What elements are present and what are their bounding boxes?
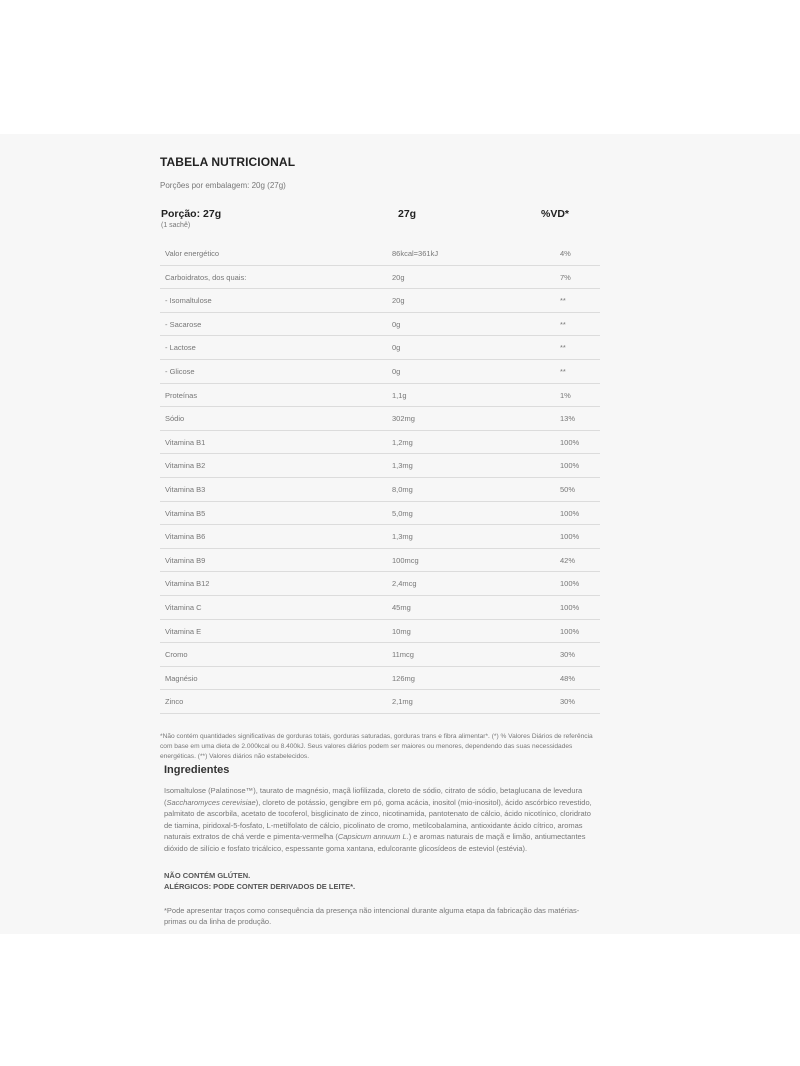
nutrient-name: - Lactose — [165, 343, 196, 353]
nutrient-daily-value: 100% — [560, 508, 580, 518]
nutrient-name: Vitamina B6 — [165, 532, 206, 542]
nutrient-amount: 0g — [392, 319, 401, 329]
nutrient-daily-value: ** — [560, 296, 566, 306]
nutrient-amount: 2,4mcg — [392, 579, 417, 589]
table-row — [160, 549, 600, 573]
nutrient-amount: 1,3mg — [392, 532, 413, 542]
nutrient-amount: 1,2mg — [392, 437, 413, 447]
table-row — [160, 242, 600, 266]
nutrient-amount: 8,0mg — [392, 484, 413, 494]
nutrient-amount: 20g — [392, 272, 405, 282]
nutrient-name: Vitamina B1 — [165, 437, 206, 447]
nutrient-name: Vitamina C — [165, 602, 202, 612]
nutrition-table-section — [160, 154, 600, 762]
nutrient-name: Vitamina B12 — [165, 579, 210, 589]
nutrient-daily-value: 42% — [560, 555, 576, 565]
table-row — [160, 572, 600, 596]
nutrient-amount: 1,3mg — [392, 461, 413, 471]
table-row — [160, 620, 600, 644]
nutrient-amount: 2,1mg — [392, 697, 413, 707]
nutrient-name: Zinco — [165, 697, 184, 707]
nutrient-daily-value: 30% — [560, 650, 576, 660]
ingredients-italic-2: Capsicum annuum L. — [337, 832, 409, 841]
table-header — [160, 208, 600, 238]
table-row — [160, 384, 600, 408]
nutrient-amount: 302mg — [392, 414, 415, 424]
nutrient-name: Vitamina B3 — [165, 484, 206, 494]
nutrient-name: Cromo — [165, 650, 188, 660]
table-row — [160, 690, 600, 714]
nutrient-name: - Isomaltulose — [165, 296, 212, 306]
nutrient-amount: 5,0mg — [392, 508, 413, 518]
ingredients-text — [164, 785, 600, 854]
ingredients-part-3: ) e aromas naturais de maçã e limão, antiumectantes dióxido de silício e fosfato tricálcico, espessante goma xantana, edulcorante glicosídeos de esteviol (estévia). — [164, 832, 586, 853]
nutrient-daily-value: 100% — [560, 602, 580, 612]
header-amount: 27g — [398, 208, 417, 220]
nutrient-daily-value: 7% — [560, 272, 571, 282]
table-row — [160, 407, 600, 431]
table-row — [160, 478, 600, 502]
ingredients-italic-1: Saccharomyces cerevisiae — [166, 797, 256, 807]
ingredients-part-1: Isomaltulose (Palatinose™), taurato de magnésio, maçã liofilizada, cloreto de sódio, citrato de sódio, betaglucana de levedura ( — [164, 786, 583, 807]
table-row — [160, 502, 600, 526]
nutrient-name: Vitamina B9 — [165, 555, 206, 565]
table-row — [160, 667, 600, 691]
nutrient-name: Vitamina B2 — [165, 461, 206, 471]
table-row — [160, 289, 600, 313]
nutrient-amount: 1,1g — [392, 390, 407, 400]
nutrient-amount: 126mg — [392, 673, 415, 683]
nutrient-daily-value: 100% — [560, 461, 580, 471]
header-portion-sub: (1 sachê) — [161, 222, 191, 229]
table-row — [160, 643, 600, 667]
nutrient-daily-value: 1% — [560, 390, 571, 400]
nutrient-daily-value: ** — [560, 343, 566, 353]
nutrient-name: - Glicose — [165, 366, 195, 376]
nutrient-amount: 11mcg — [392, 650, 414, 660]
allergen-statement: ALÉRGICOS: PODE CONTER DERIVADOS DE LEITE*. — [164, 881, 356, 891]
nutrient-rows — [160, 242, 600, 714]
table-row — [160, 431, 600, 455]
nutrient-amount: 0g — [392, 343, 401, 353]
ingredients-title: Ingredientes — [164, 764, 230, 776]
ingredients-part-2: ), cloreto de potássio, gengibre em pó, goma acácia, inositol (mio-inositol), ácido ascórbico revestido, palmitato de ascorbila, acetato de tocoferol, bisglicinato de zinco, nicotinamida, pantotenato de cálcio, ácido nicotínico, cloridrato de tiamina, piridoxal-5-fosfato, L-metilfolato de cálcio, picolinato de cromo, metilcobalamina, antioxidante ácido cítrico, aromas naturais extratos de chá verde e pimenta-vermelha ( — [164, 797, 592, 841]
table-row — [160, 266, 600, 290]
nutrient-daily-value: ** — [560, 319, 566, 329]
nutrition-table-title: TABELA NUTRICIONAL — [160, 155, 296, 169]
nutrient-name: Magnésio — [165, 673, 198, 683]
nutrient-daily-value: ** — [560, 366, 566, 376]
nutrient-amount: 100mcg — [392, 555, 419, 565]
nutrient-name: - Sacarose — [165, 319, 202, 329]
nutrient-amount: 45mg — [392, 602, 411, 612]
nutrient-name: Sódio — [165, 414, 185, 424]
nutrient-name: Valor energético — [165, 249, 220, 258]
nutrient-daily-value: 100% — [560, 579, 580, 589]
nutrient-daily-value: 100% — [560, 437, 580, 447]
nutrient-amount: 10mg — [392, 626, 411, 636]
nutrient-daily-value: 48% — [560, 673, 576, 683]
table-row — [160, 454, 600, 478]
nutrient-name: Vitamina B5 — [165, 508, 206, 518]
gluten-statement: NÃO CONTÉM GLÚTEN. — [164, 871, 251, 880]
table-footnote: *Não contém quantidades significativas de gorduras totais, gorduras saturadas, gorduras trans e fibra alimentar*. (*) % Valores Diários de referência com base em uma dieta de 2.000kcal ou 8.400kJ. Seus valores diários podem ser maiores ou menores, dependendo das suas necessidades energéticas. (**) Valores diários não estabelecidos. — [160, 732, 593, 760]
nutrition-panel — [0, 134, 800, 934]
table-row — [160, 525, 600, 549]
nutrient-daily-value: 4% — [560, 249, 571, 258]
nutrient-name: Proteínas — [165, 390, 198, 400]
header-portion: Porção: 27g — [161, 208, 222, 220]
servings-per-package: Porções por embalagem: 20g (27g) — [160, 181, 286, 190]
nutrient-amount: 0g — [392, 366, 401, 376]
nutrient-amount: 86kcal=361kJ — [392, 249, 439, 258]
nutrient-name: Vitamina E — [165, 626, 202, 636]
nutrient-daily-value: 100% — [560, 532, 580, 542]
nutrient-amount: 20g — [392, 296, 405, 306]
nutrient-name: Carboidratos, dos quais: — [165, 272, 247, 282]
table-row — [160, 596, 600, 620]
nutrient-daily-value: 13% — [560, 414, 576, 424]
table-row — [160, 336, 600, 360]
nutrient-daily-value: 30% — [560, 697, 576, 707]
table-row — [160, 313, 600, 337]
nutrient-daily-value: 100% — [560, 626, 580, 636]
nutrient-daily-value: 50% — [560, 484, 576, 494]
header-daily-value: %VD* — [541, 208, 570, 220]
allergen-info — [164, 871, 600, 892]
table-row — [160, 360, 600, 384]
traces-note: *Pode apresentar traços como consequência da presença não intencional durante alguma etapa da fabricação das matérias-primas ou da linha de produção. — [164, 906, 580, 926]
